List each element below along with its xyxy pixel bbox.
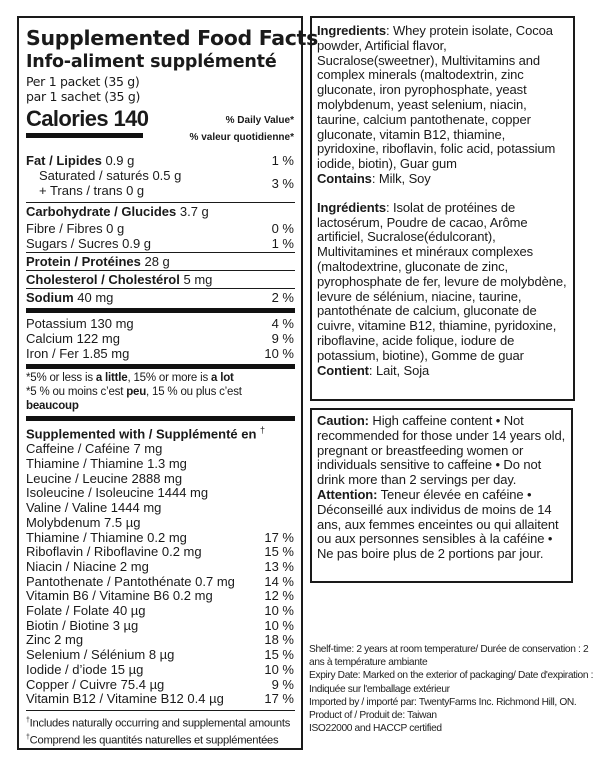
daily-value-header-en: % Daily Value* bbox=[225, 115, 294, 126]
supplement-label: Isoleucine / Isoleucine 1444 mg bbox=[26, 485, 209, 501]
cholesterol-section bbox=[26, 270, 295, 288]
supplement-row bbox=[26, 531, 295, 546]
dagger-mark: † bbox=[260, 425, 266, 435]
supplements-heading: Supplemented with / Supplémenté en † bbox=[26, 425, 266, 442]
supplement-label: Iodide / d’iode 15 µg bbox=[26, 661, 144, 677]
protein-section bbox=[26, 252, 295, 270]
ingredients-en: Ingredients: Whey protein isolate, Cocoa powder, Artificial flavor, Sucralose(sweetner), Multivitamins and complex minerals (maltodextrin, zinc gluconate, iron pyrophosphate, yeast molybdenum, yeast selenium, niacin, taurine, calcium pantothenate, copper gluconate, vitamin B12, thiamine, pyridoxine, riboflavin, folic acid, potassium iodide, biotin), Guar gum bbox=[317, 23, 556, 172]
facts-title-fr: Info-aliment supplémenté bbox=[26, 52, 277, 72]
serving-size-en: Per 1 packet (35 g) bbox=[26, 74, 140, 89]
supplement-row bbox=[26, 442, 295, 457]
mineral-pct: 9 % bbox=[271, 331, 294, 346]
fat-section bbox=[26, 150, 295, 199]
daily-value-footnote bbox=[26, 364, 295, 416]
caution-fr: Attention: Teneur élevée en caféine • Déconseillé aux individus de moins de 14 ans, aux femmes enceintes ou qui allaitent ou aux personnes sensibles à la caféine • Ne pas boire plus de 2 portions par jour. bbox=[317, 486, 559, 562]
supplement-label: Niacin / Niacine 2 mg bbox=[26, 558, 149, 574]
protein-label: Protein / Protéines bbox=[26, 254, 141, 269]
ingredients-panel bbox=[310, 16, 575, 401]
fat-row bbox=[26, 153, 295, 168]
expiry-date: Expiry Date: Marked on the exterior of packaging/ Date d'expiration : Indiquée sur l'emballage extérieur bbox=[309, 670, 594, 695]
supplement-label: Vitamin B6 / Vitamine B6 0.2 mg bbox=[26, 588, 213, 604]
mineral-row-iron bbox=[26, 346, 295, 361]
supplement-label: Molybdenum 7.5 µg bbox=[26, 514, 141, 530]
footnote-fr: *5 % ou moins c’est peu, 15 % ou plus c’est beaucoup bbox=[26, 386, 242, 412]
supplement-row bbox=[26, 589, 295, 604]
supplement-label: Zinc 2 mg bbox=[26, 632, 84, 648]
contains-en: Contains: Milk, Soy bbox=[317, 170, 431, 186]
ingredients-fr: Ingrédients: Isolat de protéines de lactosérum, Poudre de cacao, Arôme artificiel, Sucralose(édulcorant), Multivitamines et minéraux complexes (maltodextrine, gluconate de zinc, pyrophosphate de fer, levure de molybdène, levure de sélénium, niacine, taurine, pantothénate de calcium, gluconate de cuivre, vitamine B12, thiamine, pyridoxine, riboflavine, acide folique, iodure de potassium, biotine), Gomme de guar bbox=[317, 199, 567, 363]
supplement-row bbox=[26, 575, 295, 590]
sugars-pct: 1 % bbox=[271, 236, 294, 251]
daily-value-header-fr: % valeur quotidienne* bbox=[189, 132, 294, 143]
supplement-row bbox=[26, 501, 295, 516]
saturated-row bbox=[26, 168, 181, 183]
supplement-row bbox=[26, 648, 295, 663]
carb-section bbox=[26, 202, 295, 252]
sugars-row bbox=[26, 236, 295, 251]
supplement-pct: 17 % bbox=[264, 691, 294, 707]
note-fr: †Comprend les quantités naturelles et supplémentées bbox=[26, 733, 279, 747]
calories-label: Calories 140 bbox=[26, 106, 149, 131]
supplement-pct: 15 % bbox=[264, 647, 294, 663]
supplement-pct: 10 % bbox=[264, 617, 294, 633]
sodium-amount: 40 mg bbox=[73, 290, 114, 305]
supplement-row bbox=[26, 633, 295, 648]
supplements-section bbox=[26, 416, 295, 710]
serving-size-fr: par 1 sachet (35 g) bbox=[26, 88, 141, 104]
supplement-row bbox=[26, 472, 295, 487]
supplement-pct: 12 % bbox=[264, 588, 294, 604]
fibre-pct: 0 % bbox=[271, 221, 294, 236]
facts-title-en: Supplemented Food Facts bbox=[26, 26, 319, 50]
product-meta-info bbox=[309, 643, 599, 735]
sodium-label: Sodium bbox=[26, 290, 74, 305]
supplement-row bbox=[26, 560, 295, 575]
minerals-section bbox=[26, 308, 295, 364]
caution-panel bbox=[310, 408, 573, 583]
fat-amount: 0.9 g bbox=[101, 153, 135, 168]
contains-fr: Contient: Lait, Soja bbox=[317, 362, 430, 378]
supplement-pct: 10 % bbox=[264, 603, 294, 619]
supplement-label: Copper / Cuivre 75.4 µg bbox=[26, 676, 165, 692]
sodium-section bbox=[26, 288, 295, 308]
supplement-pct: 15 % bbox=[264, 544, 294, 560]
protein-row bbox=[26, 254, 295, 269]
supplement-label: Thiamine / Thiamine 0.2 mg bbox=[26, 529, 187, 545]
supplement-row bbox=[26, 516, 295, 531]
saturated-label: Saturated / saturés 0.5 g bbox=[39, 168, 182, 183]
cholesterol-amount: 5 mg bbox=[179, 272, 213, 287]
supplement-row bbox=[26, 486, 295, 501]
supplement-row bbox=[26, 678, 295, 693]
trans-label: + Trans / trans 0 g bbox=[39, 183, 145, 198]
supplement-pct: 9 % bbox=[271, 676, 294, 692]
mineral-label: Calcium 122 mg bbox=[26, 331, 120, 346]
importer: Imported by / importé par: TwentyFarms Inc. Richmond Hill, ON. bbox=[309, 696, 577, 708]
mineral-row-potassium bbox=[26, 316, 295, 331]
supplement-row bbox=[26, 692, 295, 707]
supplement-label: Selenium / Sélénium 8 µg bbox=[26, 647, 175, 663]
carb-label: Carbohydrate / Glucides bbox=[26, 204, 177, 219]
supplement-pct: 14 % bbox=[264, 573, 294, 589]
caution-en: Caution: High caffeine content • Not recommended for those under 14 years old, pregnant or breastfeeding women or individuals sensitive to caffeine • Do not drink more than 2 servings per day. bbox=[317, 413, 566, 488]
supplement-label: Thiamine / Thiamine 1.3 mg bbox=[26, 456, 187, 472]
cholesterol-row bbox=[26, 272, 295, 287]
trans-row bbox=[26, 183, 181, 198]
supplement-row bbox=[26, 619, 295, 634]
serving-size bbox=[26, 75, 295, 104]
supplement-row bbox=[26, 604, 295, 619]
supplement-label: Biotin / Biotine 3 µg bbox=[26, 617, 139, 633]
sodium-pct: 2 % bbox=[271, 290, 294, 305]
supplement-pct: 10 % bbox=[264, 661, 294, 677]
supplement-footnote bbox=[26, 710, 295, 747]
carb-amount: 3.7 g bbox=[176, 204, 209, 219]
supplement-label: Riboflavin / Riboflavine 0.2 mg bbox=[26, 544, 202, 560]
fibre-row bbox=[26, 221, 295, 236]
supplement-label: Vitamin B12 / Vitamine B12 0.4 µg bbox=[26, 691, 224, 707]
supplement-label: Folate / Folate 40 µg bbox=[26, 603, 146, 619]
sugars-label: Sugars / Sucres 0.9 g bbox=[26, 236, 152, 251]
supplement-label: Caffeine / Caféine 7 mg bbox=[26, 441, 163, 457]
supplemented-food-facts-panel bbox=[17, 16, 319, 750]
supplement-label: Pantothenate / Pantothénate 0.7 mg bbox=[26, 573, 235, 589]
supplement-pct: 13 % bbox=[264, 558, 294, 574]
supplement-row bbox=[26, 545, 295, 560]
calories-row bbox=[26, 106, 295, 150]
protein-amount: 28 g bbox=[140, 254, 170, 269]
fat-pct: 1 % bbox=[271, 153, 294, 168]
supplement-pct: 17 % bbox=[264, 529, 294, 545]
sat-trans-group bbox=[26, 168, 295, 198]
cholesterol-label: Cholesterol / Cholestérol bbox=[26, 272, 180, 287]
certification: ISO22000 and HACCP certified bbox=[309, 723, 442, 735]
footnote-en: *5% or less is a little, 15% or more is a lot bbox=[26, 372, 234, 384]
fat-label: Fat / Lipides bbox=[26, 153, 102, 168]
supplement-row bbox=[26, 457, 295, 472]
supplement-row bbox=[26, 663, 295, 678]
sodium-row bbox=[26, 290, 295, 305]
mineral-pct: 10 % bbox=[264, 346, 294, 361]
mineral-row-calcium bbox=[26, 331, 295, 346]
note-en: †Includes naturally occurring and supplemental amounts bbox=[26, 716, 291, 730]
carb-row bbox=[26, 204, 295, 219]
mineral-pct: 4 % bbox=[271, 316, 294, 331]
mineral-label: Iron / Fer 1.85 mg bbox=[26, 346, 130, 361]
supplement-label: Leucine / Leucine 2888 mg bbox=[26, 470, 183, 486]
shelf-life: Shelf-time: 2 years at room temperature/ Durée de conservation : 2 ans à température ambiante bbox=[309, 644, 589, 669]
mineral-label: Potassium 130 mg bbox=[26, 316, 134, 331]
supplement-pct: 18 % bbox=[264, 632, 294, 648]
supplements-list bbox=[26, 442, 295, 707]
calories-divider bbox=[26, 133, 143, 138]
sat-trans-pct: 3 % bbox=[271, 175, 294, 191]
supplement-label: Valine / Valine 1444 mg bbox=[26, 500, 162, 516]
country-of-origin: Product of / Produit de: Taiwan bbox=[309, 710, 437, 722]
fibre-label: Fibre / Fibres 0 g bbox=[26, 221, 125, 236]
